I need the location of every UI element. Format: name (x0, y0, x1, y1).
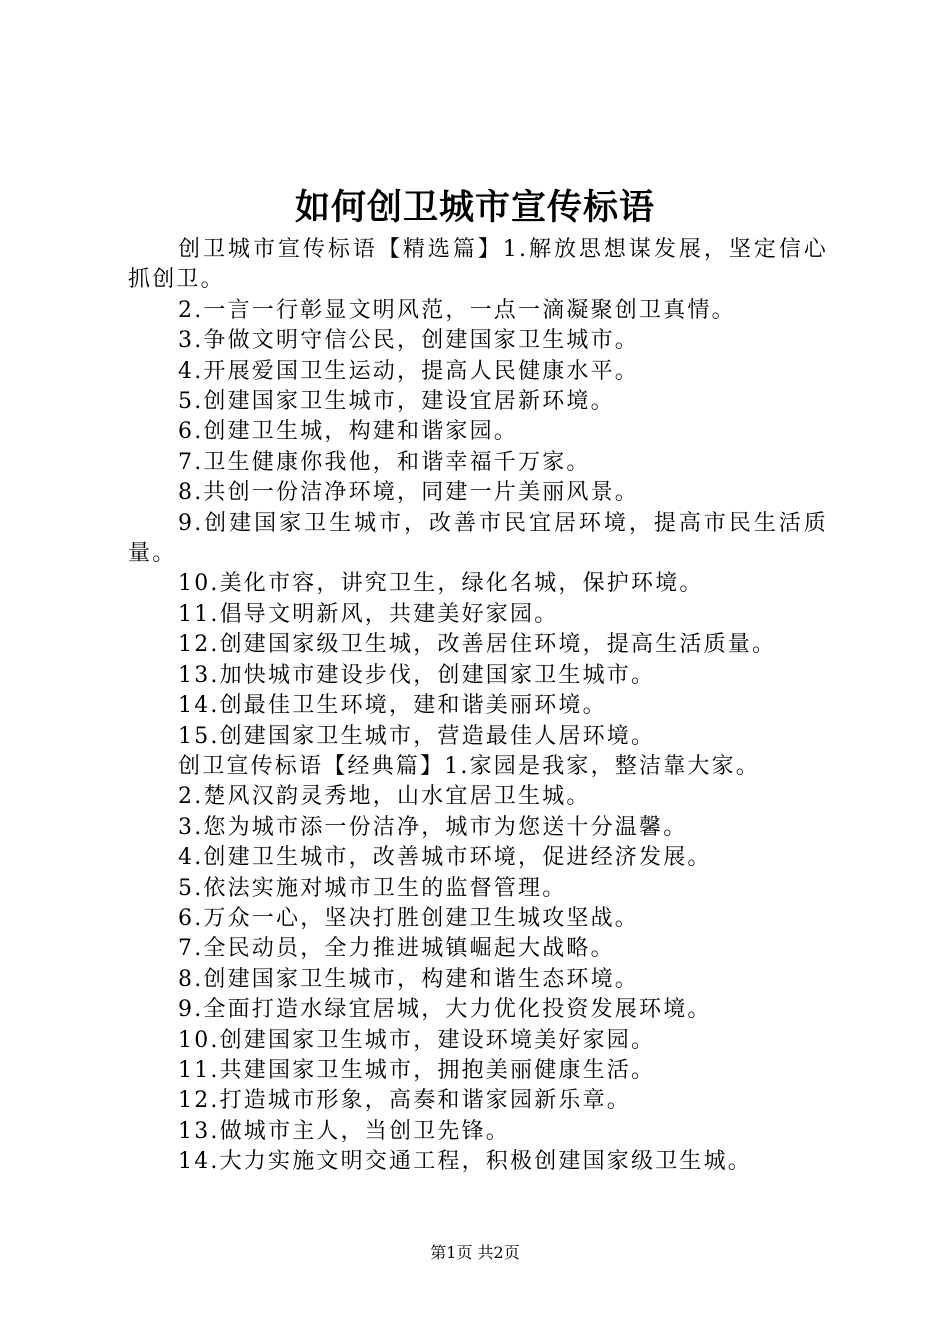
paragraph: 9.全面打造水绿宜居城，大力优化投资发展环境。 (178, 997, 712, 1023)
paragraph: 10.美化市容，讲究卫生，绿化名城，保护环境。 (178, 571, 704, 597)
paragraph: 4.创建卫生城市，改善城市环境，促进经济发展。 (178, 845, 712, 871)
paragraph: 6.创建卫生城，构建和谐家园。 (178, 419, 518, 445)
paragraph: 12.打造城市形象，高奏和谐家园新乐章。 (178, 1088, 631, 1114)
paragraph: 5.创建国家卫生城市，建设宜居新环境。 (178, 389, 615, 415)
paragraph: 9.创建国家卫生城市，改善市民宜居环境，提高市民生活质量。 (128, 510, 828, 567)
paragraph: 13.加快城市建设步伐，创建国家卫生城市。 (178, 662, 656, 688)
paragraph: 6.万众一心，坚决打胜创建卫生城攻坚战。 (178, 905, 639, 931)
paragraph: 12.创建国家级卫生城，改善居住环境，提高生活质量。 (178, 632, 777, 658)
paragraph: 8.共创一份洁净环境，同建一片美丽风景。 (178, 480, 639, 506)
paragraph: 7.卫生健康你我他，和谐幸福千万家。 (178, 449, 591, 475)
paragraph: 10.创建国家卫生城市，建设环境美好家园。 (178, 1027, 656, 1053)
paragraph: 13.做城市主人，当创卫先锋。 (178, 1118, 510, 1144)
document-title: 如何创卫城市宣传标语 (294, 187, 655, 228)
paragraph: 创卫宣传标语【经典篇】1.家园是我家，整洁靠大家。 (178, 753, 760, 779)
paragraph: 8.创建国家卫生城市，构建和谐生态环境。 (178, 966, 639, 992)
paragraph: 2.楚风汉韵灵秀地，山水宜居卫生城。 (178, 784, 591, 810)
paragraph: 14.创最佳卫生环境，建和谐美丽环境。 (178, 693, 607, 719)
paragraph: 15.创建国家卫生城市，营造最佳人居环境。 (178, 723, 656, 749)
paragraph: 11.倡导文明新风，共建美好家园。 (178, 601, 559, 627)
paragraph: 14.大力实施文明交通工程，积极创建国家级卫生城。 (178, 1149, 752, 1175)
paragraph: 5.依法实施对城市卫生的监督管理。 (178, 875, 567, 901)
page-footer: 第1页 共2页 (430, 1243, 520, 1262)
paragraph: 2.一言一行彰显文明风范，一点一滴凝聚创卫真情。 (178, 297, 736, 323)
paragraph: 11.共建国家卫生城市，拥抱美丽健康生活。 (178, 1057, 656, 1083)
paragraph: 3.您为城市添一份洁净，城市为您送十分温馨。 (178, 814, 688, 840)
document-body (128, 235, 828, 1178)
paragraph: 4.开展爱国卫生运动，提高人民健康水平。 (178, 358, 639, 384)
paragraph: 创卫城市宣传标语【精选篇】1.解放思想谋发展，坚定信心抓创卫。 (128, 237, 828, 293)
paragraph: 3.争做文明守信公民，创建国家卫生城市。 (178, 328, 639, 354)
paragraph: 7.全民动员，全力推进城镇崛起大战略。 (178, 936, 615, 962)
